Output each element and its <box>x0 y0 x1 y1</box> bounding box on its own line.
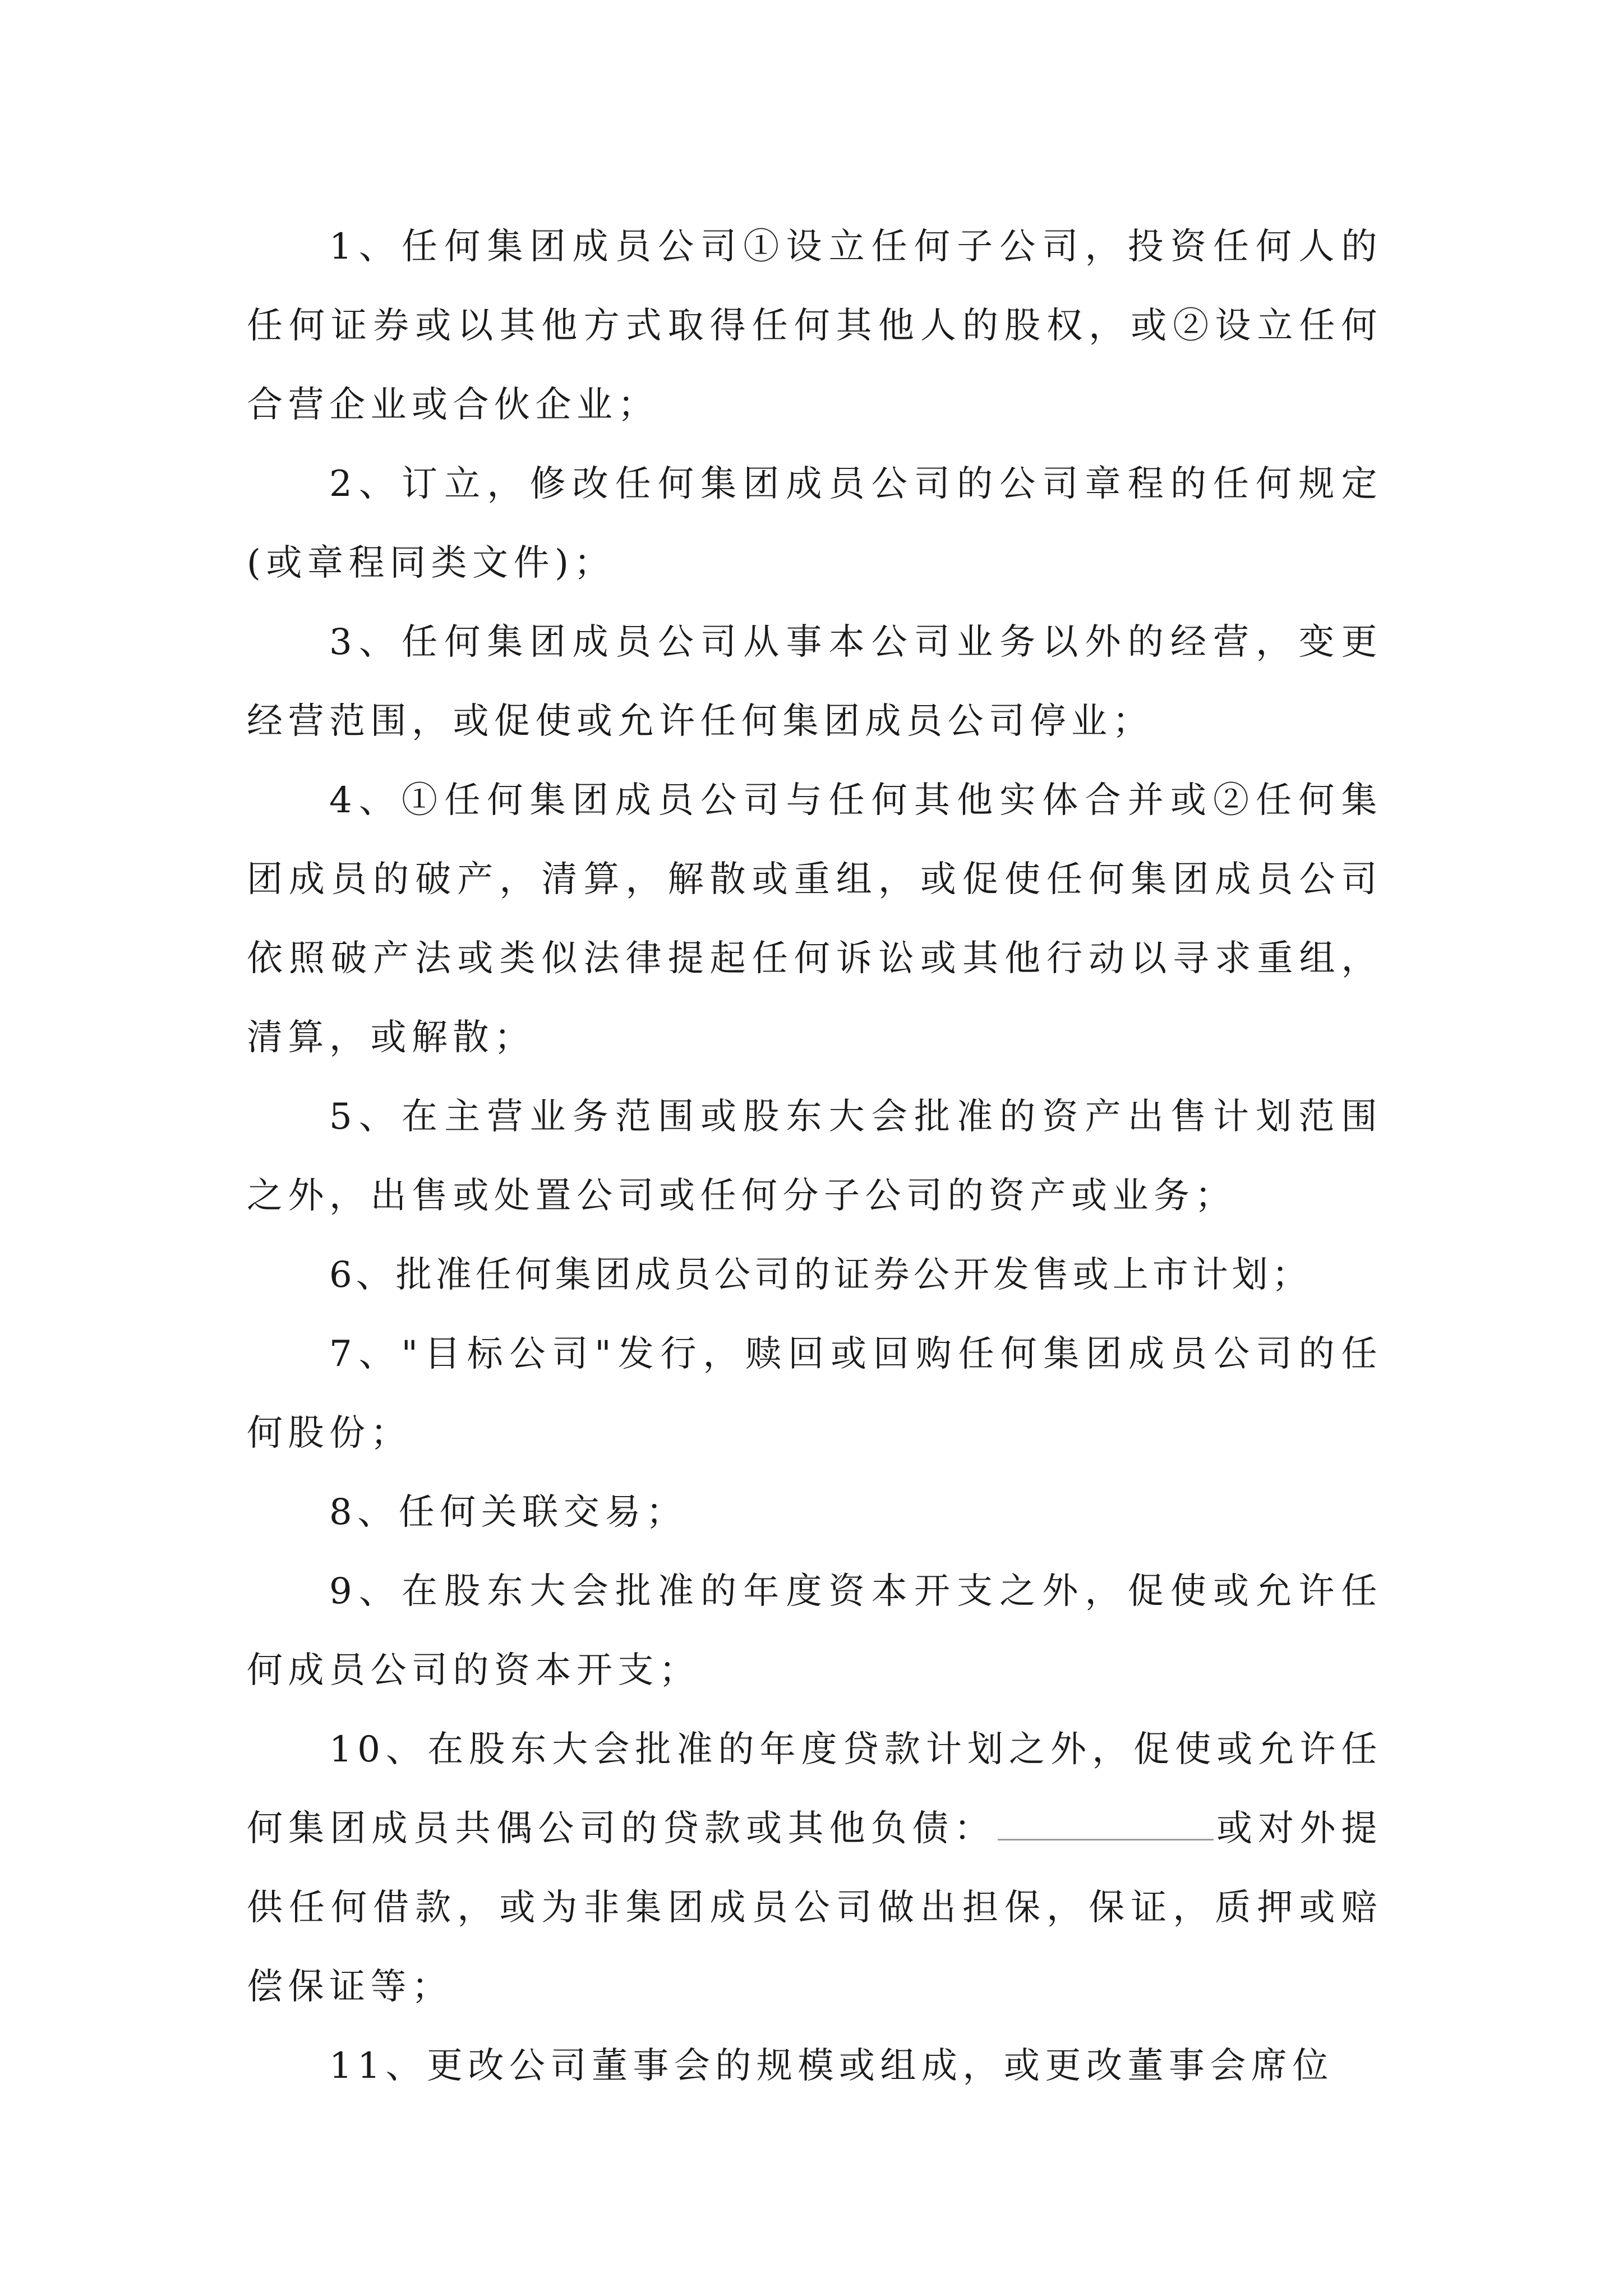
clause-3: 3、任何集团成员公司从事本公司业务以外的经营，变更经营范围，或促使或允许任何集团成员公司停业； <box>247 622 1382 742</box>
clause-7: 7、"目标公司"发行，赎回或回购任何集团成员公司的任何股份； <box>247 1333 1382 1454</box>
clause-2: 2、订立，修改任何集团成员公司的公司章程的任何规定(或章程同类文件)； <box>247 463 1382 584</box>
clause-5: 5、在主营业务范围或股东大会批准的资产出售计划范围之外，出售或处置公司或任何分子公司的资产或业务； <box>247 1096 1382 1217</box>
clause-6: 6、批准任何集团成员公司的证券公开发售或上市计划； <box>329 1254 1312 1296</box>
clause-8: 8、任何关联交易； <box>329 1492 688 1533</box>
clause-10 <box>247 1710 1382 2027</box>
fill-in-blank[interactable] <box>998 1807 1214 1841</box>
document-body <box>247 208 1382 2106</box>
clause-4: 4、①任何集团成员公司与任何其他实体合并或②任何集团成员的破产，清算，解散或重组，或促使任何集团成员公司依照破产法或类似法律提起任何诉讼或其他行动以寻求重组，清算，或解散； <box>247 780 1382 1059</box>
clause-9: 9、在股东大会批准的年度资本开支之外，促使或允许任何成员公司的资本开支； <box>247 1571 1382 1691</box>
clause-10-part-1: 10、在股东大会批准的年度贷款计划之外，促使或允许任何集团成员共偶公司的贷款或其他负债： <box>247 1729 1382 1849</box>
clause-10-part-2: 或对外提供任何借款，或为非集团成员公司做出担保，保证，质押或赔偿保证等； <box>247 1808 1383 2008</box>
clause-1: 1、任何集团成员公司①设立任何子公司，投资任何人的任何证券或以其他方式取得任何其他人的股权，或②设立任何合营企业或合伙企业； <box>247 226 1382 426</box>
clause-11: 11、更改公司董事会的规模或组成，或更改董事会席位 <box>329 2045 1334 2087</box>
